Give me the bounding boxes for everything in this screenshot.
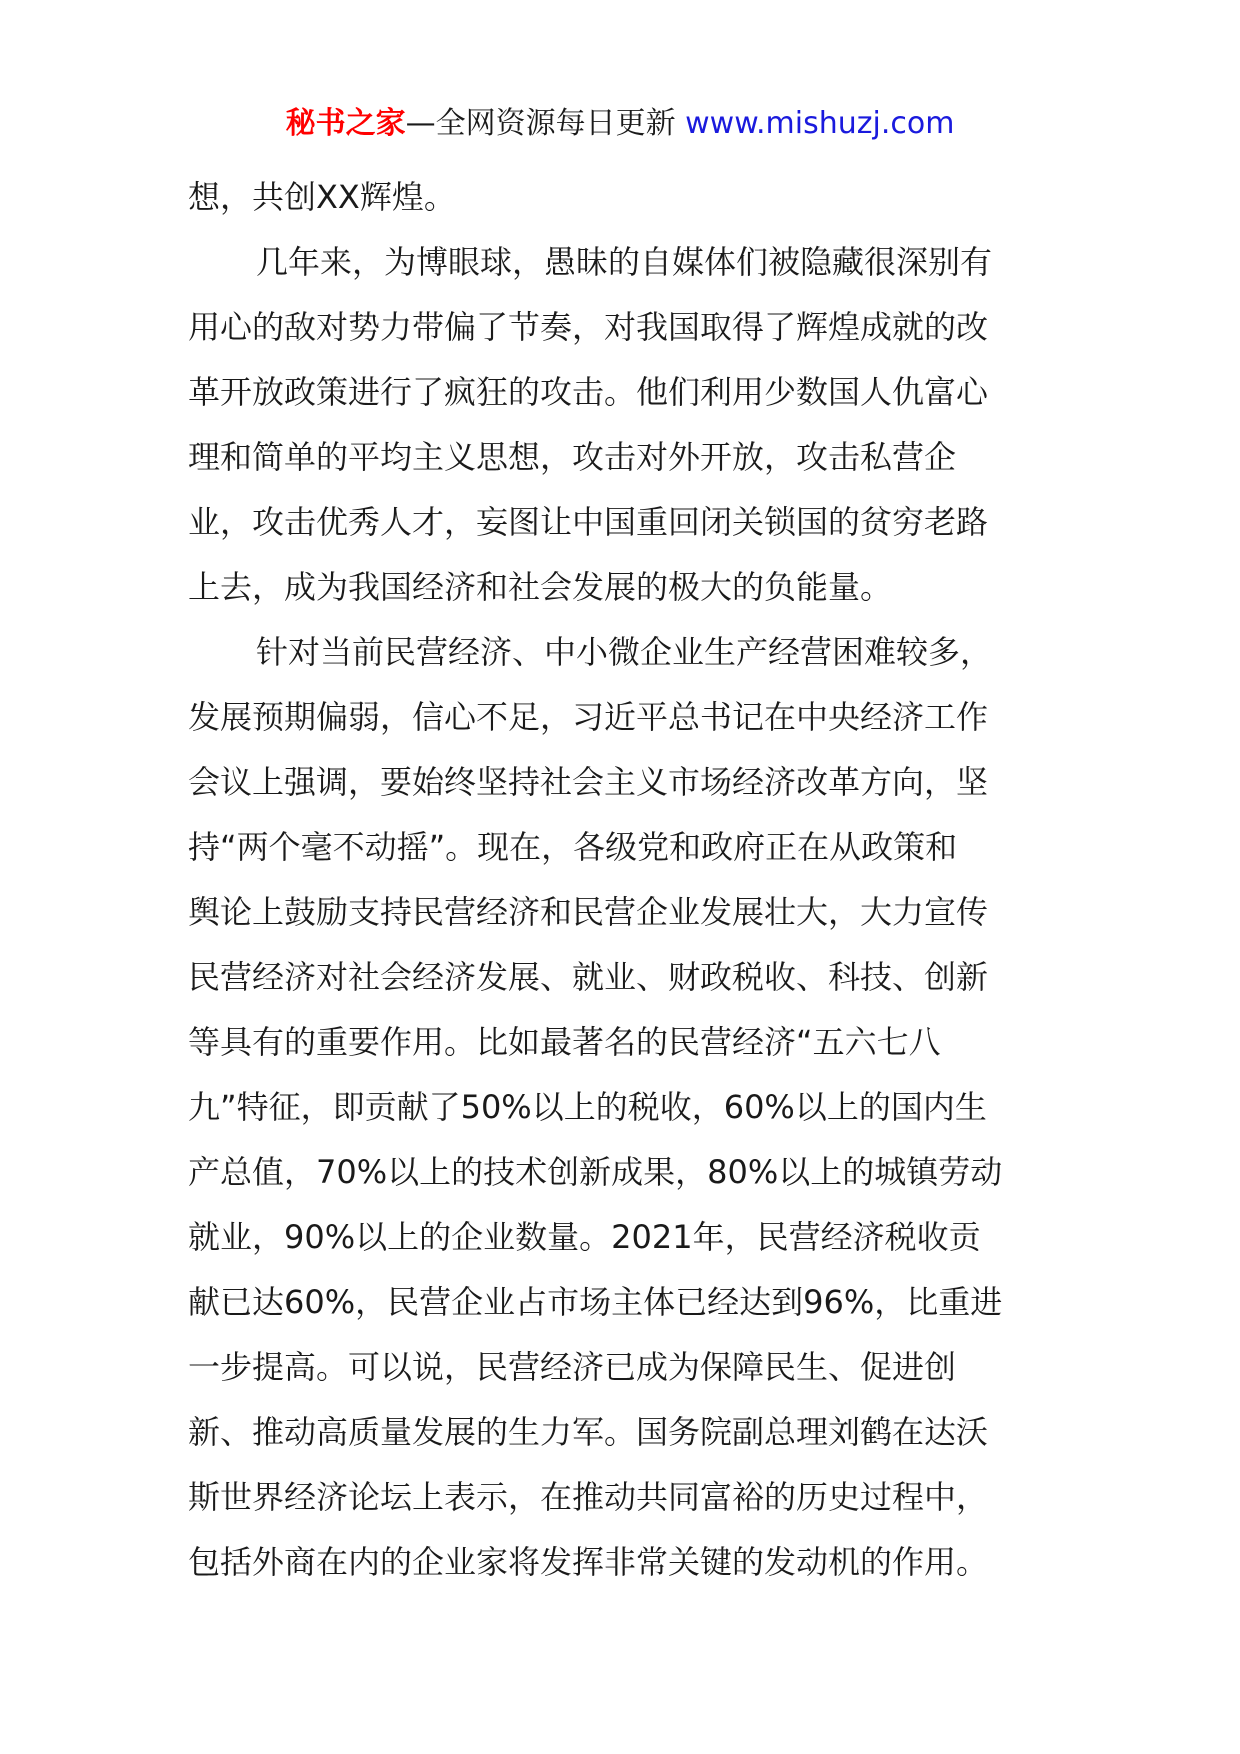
text-line: 几年来，为博眼球，愚昧的自媒体们被隐藏很深别有 — [256, 243, 993, 281]
text-line: 包括外商在内的企业家将发挥非常关键的发动机的作用。 — [188, 1543, 989, 1581]
text-line: 理和简单的平均主义思想，攻击对外开放，攻击私营企 — [188, 438, 957, 476]
text-line: 等具有的重要作用。比如最著名的民营经济“五六七八 — [188, 1023, 941, 1061]
text-line: 新、推动高质量发展的生力军。国务院副总理刘鹤在达沃 — [188, 1413, 989, 1451]
text-line: 舆论上鼓励支持民营经济和民营企业发展壮大，大力宣传 — [188, 893, 989, 931]
text-line: 九”特征，即贡献了50%以上的税收，60%以上的国内生 — [188, 1088, 987, 1126]
text-line: 上去，成为我国经济和社会发展的极大的负能量。 — [188, 568, 893, 606]
paragraph — [188, 620, 1068, 1595]
paragraph — [188, 165, 1068, 230]
text-line: 想，共创XX辉煌。 — [188, 178, 456, 216]
text-line: 民营经济对社会经济发展、就业、财政税收、科技、创新 — [188, 958, 989, 996]
header-tagline: —全网资源每日更新 — [405, 106, 676, 141]
text-line: 用心的敌对势力带偏了节奏，对我国取得了辉煌成就的改 — [188, 308, 989, 346]
text-line: 持“两个毫不动摇”。现在，各级党和政府正在从政策和 — [188, 828, 958, 866]
text-line: 革开放政策进行了疯狂的攻击。他们利用少数国人仇富心 — [188, 373, 989, 411]
site-header — [0, 102, 1240, 146]
text-line: 就业，90%以上的企业数量。2021年，民营经济税收贡 — [188, 1218, 981, 1256]
text-line: 斯世界经济论坛上表示，在推动共同富裕的历史过程中， — [188, 1478, 989, 1516]
text-line: 献已达60%，民营企业占市场主体已经达到96%，比重进 — [188, 1283, 1003, 1321]
text-line: 一步提高。可以说，民营经济已成为保障民生、促进创 — [188, 1348, 957, 1386]
paragraph — [188, 230, 1068, 620]
brand-name: 秘书之家 — [285, 106, 406, 141]
text-line: 产总值，70%以上的技术创新成果，80%以上的城镇劳动 — [188, 1153, 1003, 1191]
document-body — [188, 165, 1068, 1595]
text-line: 针对当前民营经济、中小微企业生产经营困难较多， — [256, 633, 993, 671]
text-line: 业，攻击优秀人才，妄图让中国重回闭关锁国的贫穷老路 — [188, 503, 989, 541]
text-line: 会议上强调，要始终坚持社会主义市场经济改革方向，坚 — [188, 763, 989, 801]
site-url-link[interactable]: www.mishuzj.com — [685, 106, 955, 141]
text-line: 发展预期偏弱，信心不足，习近平总书记在中央经济工作 — [188, 698, 989, 736]
